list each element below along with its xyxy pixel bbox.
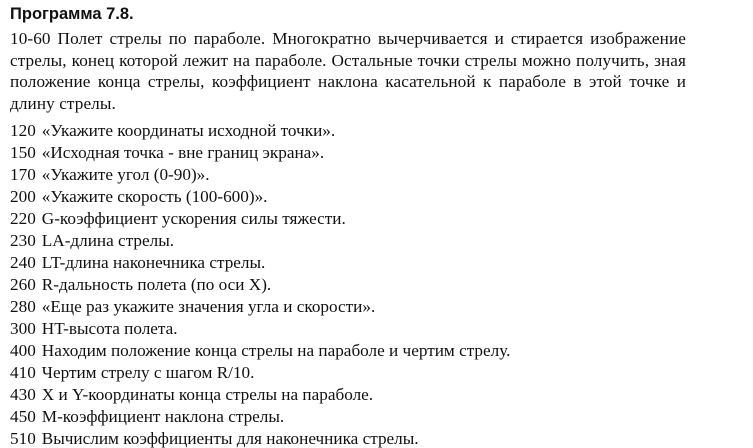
line-number: 410	[10, 363, 36, 382]
list-item	[10, 296, 710, 318]
list-item	[10, 208, 710, 230]
list-item	[10, 406, 710, 428]
line-number: 510	[10, 429, 36, 448]
line-text: LT-длина наконечника стрелы.	[41, 253, 266, 272]
list-item	[10, 186, 710, 208]
list-item	[10, 340, 710, 362]
line-text: Чертим стрелу с шагом R/10.	[41, 363, 255, 382]
line-number: 220	[10, 209, 36, 228]
line-number: 240	[10, 253, 36, 272]
list-item	[10, 230, 710, 252]
line-text: «Исходная точка - вне границ экрана».	[41, 143, 325, 162]
line-number: 280	[10, 297, 36, 316]
list-item	[10, 318, 710, 340]
program-title: Программа 7.8.	[10, 5, 134, 23]
line-number: 300	[10, 319, 36, 338]
list-item	[10, 384, 710, 406]
line-number: 120	[10, 121, 36, 140]
line-text: «Укажите угол (0-90)».	[41, 165, 210, 184]
line-list	[10, 120, 710, 448]
line-text: «Укажите координаты исходной точки».	[41, 121, 336, 140]
line-text: «Укажите скорость (100-600)».	[41, 187, 268, 206]
line-number: 230	[10, 231, 36, 250]
line-text: R-дальность полета (по оси X).	[41, 275, 272, 294]
line-text: LA-длина стрелы.	[41, 231, 175, 250]
line-number: 150	[10, 143, 36, 162]
line-number: 430	[10, 385, 36, 404]
line-number: 400	[10, 341, 36, 360]
line-number: 450	[10, 407, 36, 426]
line-text: X и Y-координаты конца стрелы на параболе.	[41, 385, 374, 404]
list-item	[10, 142, 710, 164]
line-number: 170	[10, 165, 36, 184]
line-text: G-коэффициент ускорения силы тяжести.	[41, 209, 346, 228]
list-item	[10, 120, 710, 142]
line-number: 200	[10, 187, 36, 206]
list-item	[10, 428, 710, 448]
line-text: «Еще раз укажите значения угла и скорости».	[41, 297, 376, 316]
list-item	[10, 362, 710, 384]
list-item	[10, 252, 710, 274]
intro-paragraph: 10-60 Полет стрелы по параболе. Многократно вычерчивается и стирается изображение стрелы, конец которой лежит на параболе. Остальные точки стрелы можно получить, зная положение конца стрелы, коэффициент наклона касательной к параболе в этой точке и длину стрелы.	[10, 29, 686, 114]
line-text: Вычислим коэффициенты для наконечника стрелы.	[41, 429, 419, 448]
list-item	[10, 274, 710, 296]
line-text: Находим положение конца стрелы на параболе и чертим стрелу.	[41, 341, 511, 360]
list-item	[10, 164, 710, 186]
line-text: HT-высота полета.	[41, 319, 178, 338]
line-number: 260	[10, 275, 36, 294]
line-text: M-коэффициент наклона стрелы.	[41, 407, 285, 426]
